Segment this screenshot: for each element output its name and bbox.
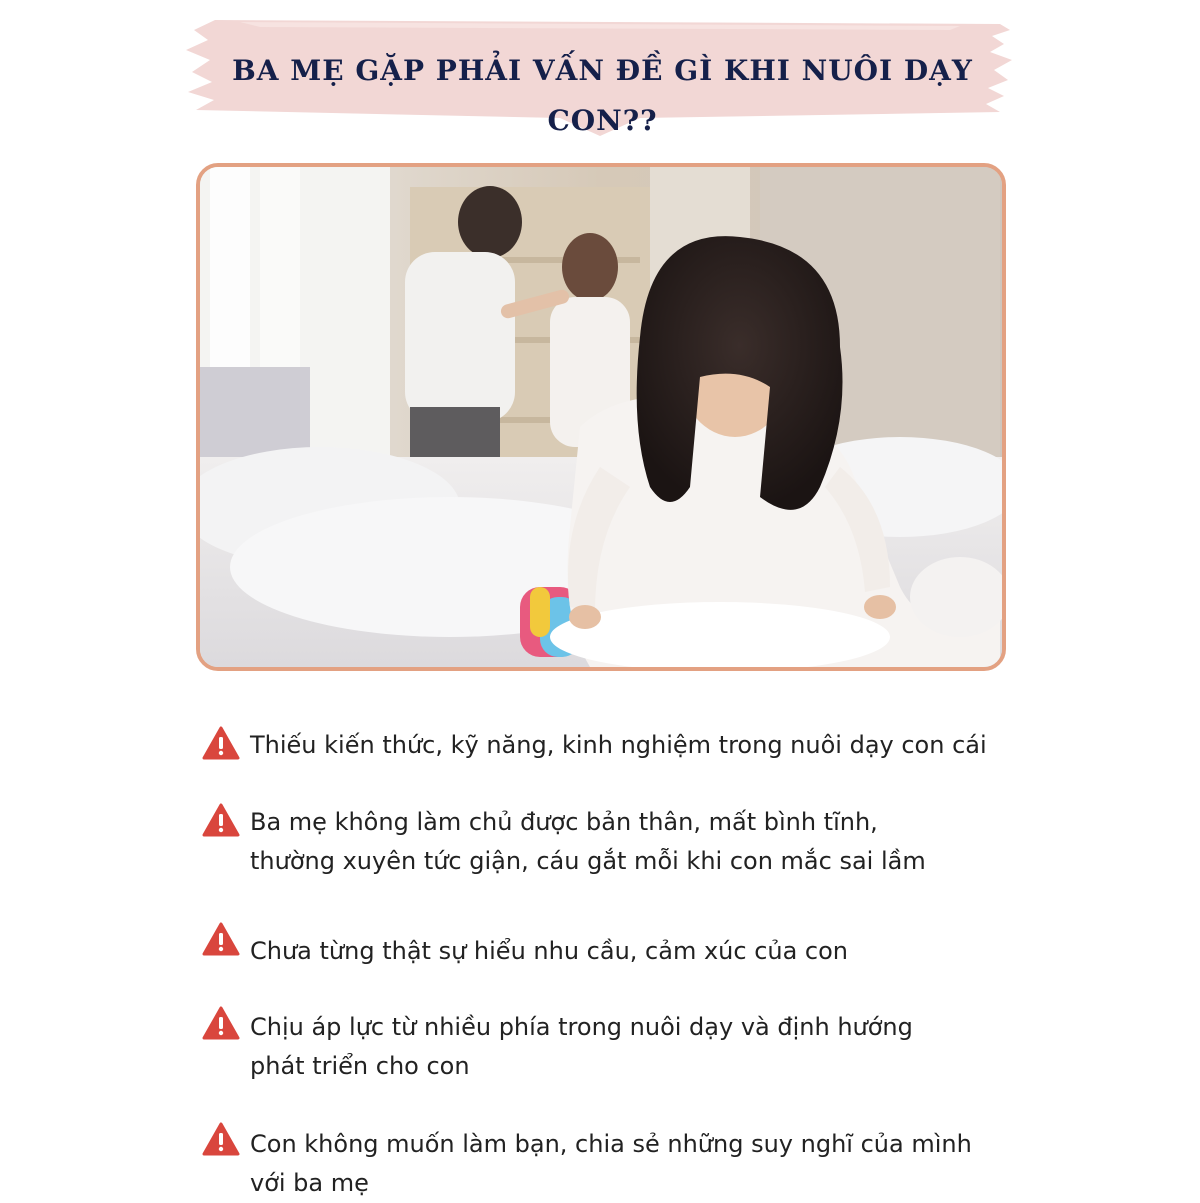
list-item [200, 803, 1000, 883]
list-item [200, 922, 1000, 965]
item-text: Chịu áp lực từ nhiều phía trong nuôi dạy và định hướng phát triển cho con [250, 1013, 913, 1080]
warning-icon [202, 922, 240, 956]
list-item [200, 1006, 1000, 1086]
list-item [200, 1122, 1000, 1200]
item-text: Thiếu kiến thức, kỹ năng, kinh nghiệm trong nuôi dạy con cái [250, 731, 987, 759]
warning-icon [202, 1006, 240, 1040]
list-item [200, 726, 1000, 766]
title-banner [0, 0, 1200, 160]
title-line-2: CON?? [547, 104, 658, 137]
title-line-1: BA MẸ GẶP PHẢI VẤN ĐỀ GÌ KHI NUÔI DẠY [232, 54, 973, 87]
item-text: Con không muốn làm bạn, chia sẻ những suy nghĩ của mình với ba mẹ [250, 1130, 972, 1197]
page-title [230, 46, 975, 146]
item-text: Chưa từng thật sự hiểu nhu cầu, cảm xúc của con [250, 937, 849, 965]
warning-icon [202, 726, 240, 760]
photo-frame [196, 163, 1006, 671]
warning-icon [202, 1122, 240, 1156]
item-text: Ba mẹ không làm chủ được bản thân, mất bình tĩnh, thường xuyên tức giận, cáu gắt mỗi khi con mắc sai lầm [250, 808, 926, 875]
family-argument-photo [200, 167, 1002, 667]
warning-icon [202, 803, 240, 837]
